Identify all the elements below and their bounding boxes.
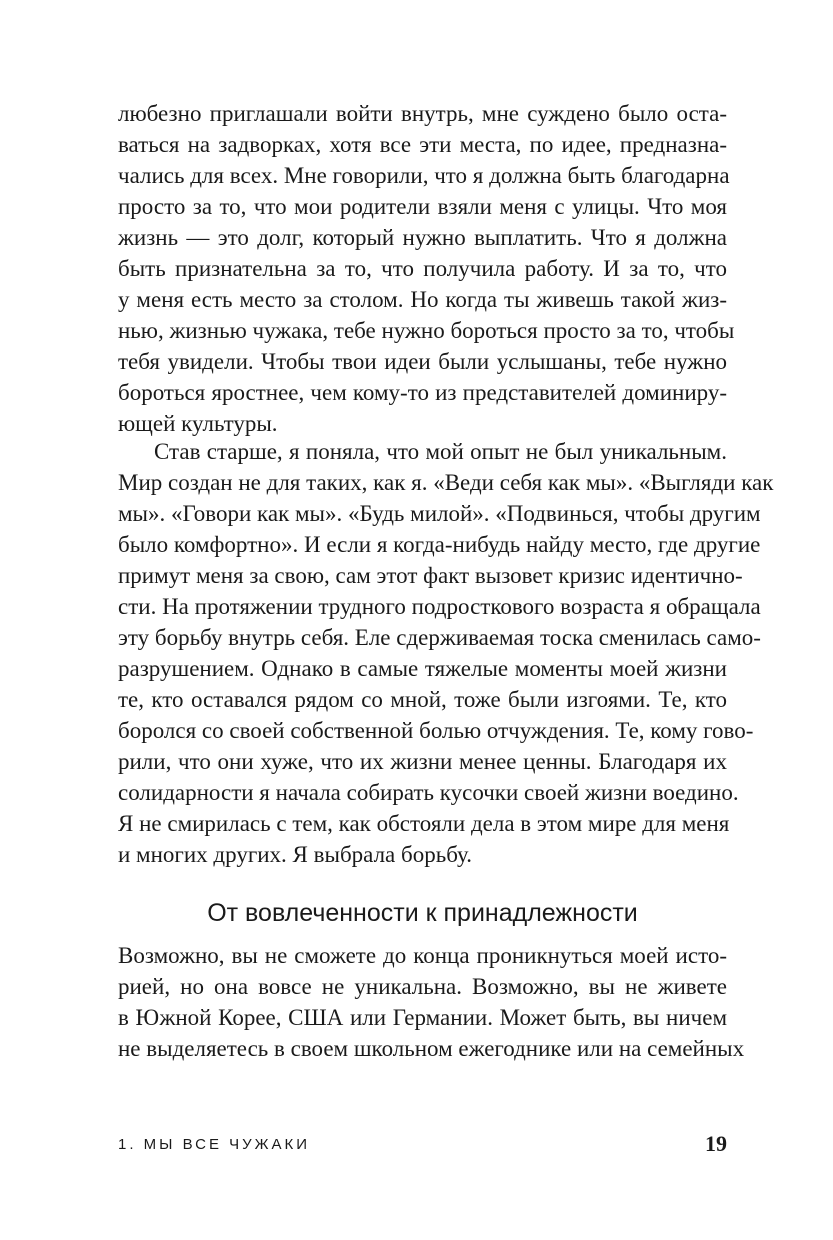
text-line: Став старше, я поняла, что мой опыт не был уникальным. [154,439,727,464]
text-line: бороться яростнее, чем кому-то из представителей доминиру- [118,380,727,405]
text-line: в Южной Корее, США или Германии. Может быть, вы ничем [118,1005,727,1030]
text-line: боролся со своей собственной болью отчуждения. Те, кому гово- [118,718,754,743]
text-line: жизнь — это долг, который нужно выплатить. Что я должна [118,225,727,250]
text-line: Мир создан не для таких, как я. «Веди себя как мы». «Выгляди как [118,470,774,495]
text-line: ваться на задворках, хотя все эти места, по идее, предназна- [118,132,727,157]
text-line: сти. На протяжении трудного подросткового возраста я обращала [118,594,761,619]
text-line: примут меня за свою, сам этот факт вызовет кризис идентично- [118,563,743,588]
text-line: те, кто оставался рядом со мной, тоже были изгоями. Те, кто [118,687,727,712]
text-line: эту борьбу внутрь себя. Еле сдерживаемая тоска сменилась само- [118,625,761,650]
text-line: Я не смирилась с тем, как обстояли дела в этом мире для меня [118,811,730,836]
text-line: нью, жизнью чужака, тебе нужно бороться просто за то, чтобы [118,318,735,343]
paragraph-2 [118,436,774,870]
paragraph-3 [118,940,745,1064]
text-line: мы». «Говори как мы». «Будь милой». «Подвинься, чтобы другим [118,501,761,526]
running-footer-chapter: 1. МЫ ВСЕ ЧУЖАКИ [118,1136,311,1153]
text-line: было комфортно». И если я когда-нибудь найду место, где другие [118,532,761,557]
text-line: рили, что они хуже, что их жизни менее ценны. Благодаря их [118,749,727,774]
text-line: ющей культуры. [118,411,278,436]
text-line: солидарности я начала собирать кусочки своей жизни воедино. [118,780,739,805]
text-line: тебя увидели. Чтобы твои идеи были услышаны, тебе нужно [118,349,727,374]
text-line: и многих других. Я выбрала борьбу. [118,842,472,867]
page-number: 19 [705,1131,727,1156]
text-line: у меня есть место за столом. Но когда ты живешь такой жиз- [118,287,727,312]
paragraph-1 [118,98,735,439]
text-line: просто за то, что мои родители взяли меня с улицы. Что моя [118,194,727,219]
text-line: любезно приглашали войти внутрь, мне суждено было оста- [118,101,727,126]
text-line: чались для всех. Мне говорили, что я должна быть благодарна [118,163,730,188]
text-line: быть признательна за то, что получила работу. И за то, что [118,256,727,281]
text-line: не выделяетесь в своем школьном ежегоднике или на семейных [118,1036,745,1061]
section-heading: От вовлеченности к принадлежности [207,899,638,927]
text-line: Возможно, вы не сможете до конца проникнуться моей исто- [118,943,727,968]
text-line: разрушением. Однако в самые тяжелые моменты моей жизни [118,656,727,681]
text-line: рией, но она вовсе не уникальна. Возможно, вы не живете [118,974,727,999]
